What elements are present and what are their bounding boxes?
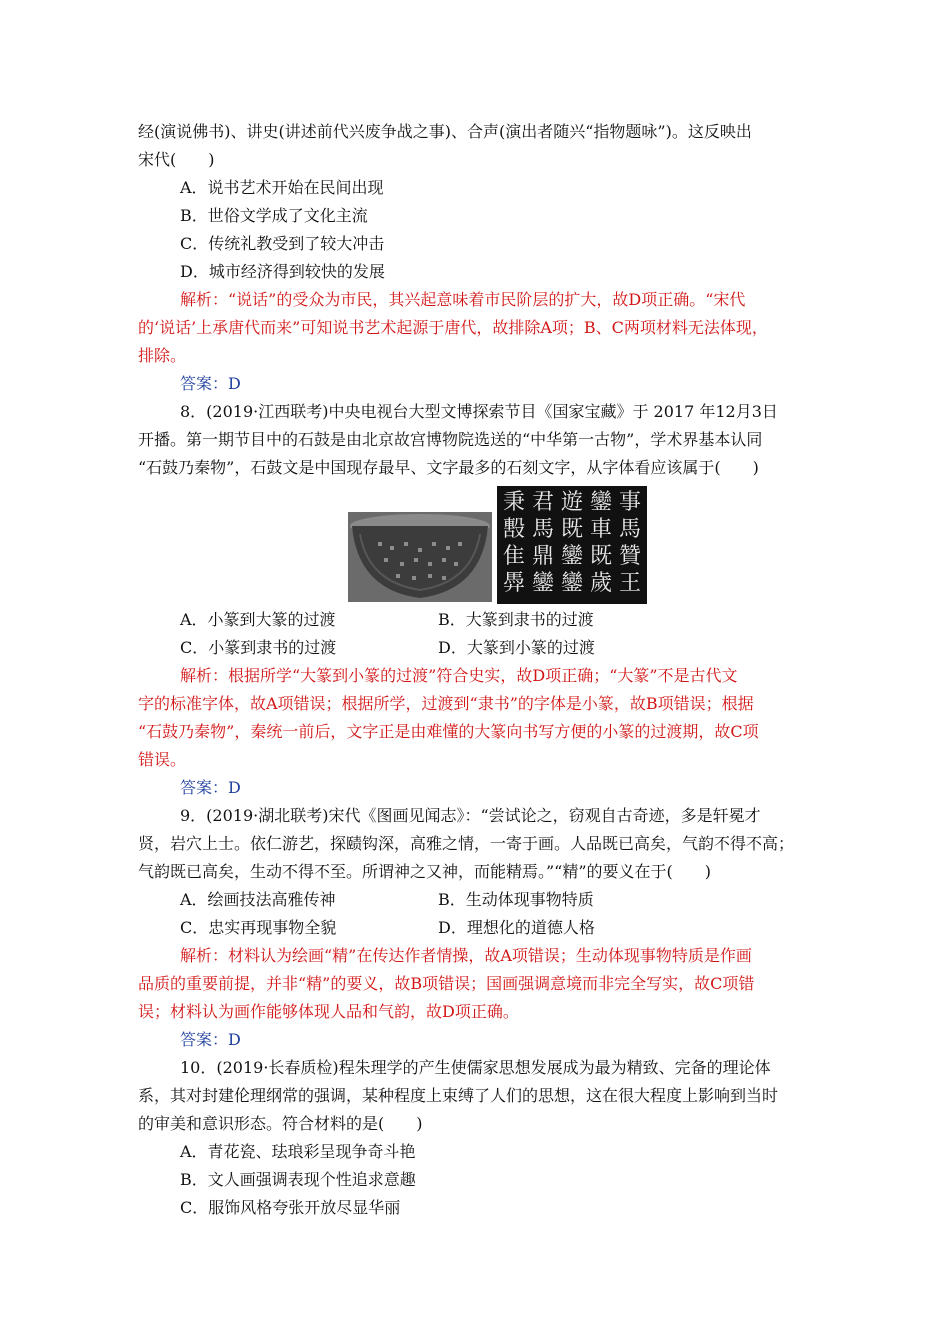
q8-option-c: C．小篆到隶书的过渡: [180, 638, 337, 657]
q9-options-row-1: [180, 890, 820, 910]
q9-stem-line-3: 气韵既已高矣，生动不得不至。所谓神之又神，而能精焉。”“精”的要义在于( ): [138, 862, 712, 881]
q9-explanation-line-2: 品质的重要前提，并非“精”的要义，故B项错误；国画强调意境而非完全写实，故C项错: [138, 974, 755, 993]
q8-option-a: A．小篆到大篆的过渡: [180, 610, 336, 629]
q10-option-c: C．服饰风格夸张开放尽显华丽: [180, 1198, 401, 1217]
q8-answer: 答案：D: [180, 778, 241, 797]
q8-stem-line-1: 8．(2019·江西联考)中央电视台大型文博探索节目《国家宝藏》于 2017 年12月3日: [180, 402, 778, 421]
q7-option-a: A．说书艺术开始在民间出现: [180, 178, 384, 197]
rubbing-char: 贊: [618, 544, 641, 569]
rubbing-char: 既: [560, 517, 583, 542]
q9-option-a: A．绘画技法高雅传神: [180, 890, 336, 909]
q10-stem-line-2: 系，其对封建伦理纲常的强调，某种程度上束缚了人们的思想，这在很大程度上影响到当时: [138, 1086, 779, 1105]
q9-stem-line-2: 贤，岩穴上士。依仁游艺，探赜钩深，高雅之情，一寄于画。人品既已高矣，气韵不得不高；: [138, 834, 795, 853]
rubbing-char: 鑾: [531, 571, 554, 596]
q9-option-d: D．理想化的道德人格: [438, 918, 595, 937]
rubbing-char: 鑾: [589, 490, 612, 515]
q7-explanation-line-1: 解析：“说话”的受众为市民，其兴起意味着市民阶层的扩大，故D项正确。“宋代: [180, 290, 746, 309]
rubbing-char: 秉: [502, 490, 525, 515]
stone-drum-rubbing: [497, 486, 647, 604]
q8-explanation-line-3: “石鼓乃秦物”，秦统一前后，文字正是由难懂的大篆向书写方便的小篆的过渡期，故C项: [138, 722, 759, 741]
rubbing-char: 鑾: [560, 544, 583, 569]
q8-options-row-2: [180, 638, 820, 658]
q9-options-row-2: [180, 918, 820, 938]
q8-explanation-line-4: 错误。: [138, 750, 187, 769]
rubbing-char: 王: [618, 571, 641, 596]
q9-stem-line-1: 9．(2019·湖北联考)宋代《图画见闻志》：“尝试论之，窃观自古奇迹，多是轩冕才: [180, 806, 761, 825]
q9-explanation-line-3: 误；材料认为画作能够体现人品和气韵，故D项正确。: [138, 1002, 519, 1021]
rubbing-char: 毄: [502, 517, 525, 542]
q8-stem-line-3: “石鼓乃秦物”，石鼓文是中国现存最早、文字最多的石刻文字，从字体看应该属于( ): [138, 458, 759, 477]
q8-options-row-1: [180, 610, 820, 630]
q8-option-d: D．大篆到小篆的过渡: [438, 638, 595, 657]
q9-answer: 答案：D: [180, 1030, 241, 1049]
q7-option-c: C．传统礼教受到了较大冲击: [180, 234, 385, 253]
rubbing-char: 馬: [531, 517, 554, 542]
rubbing-char: 車: [589, 517, 612, 542]
q10-option-b: B．文人画强调表现个性追求意趣: [180, 1170, 416, 1189]
q7-option-b: B．世俗文学成了文化主流: [180, 206, 368, 225]
q10-option-a: A．青花瓷、珐琅彩呈现争奇斗艳: [180, 1142, 416, 1161]
rubbing-column-5: [615, 490, 645, 600]
q9-explanation-line-1: 解析：材料认为绘画“精”在传达作者情操，故A项错误；生动体现事物特质是作画: [180, 946, 752, 965]
rubbing-column-3: [557, 490, 587, 600]
rubbing-char: 隹: [502, 544, 525, 569]
q7-answer: 答案：D: [180, 374, 241, 393]
q8-stem-line-2: 开播。第一期节目中的石鼓是由北京故宫博物院选送的“中华第一古物”，学术界基本认同: [138, 430, 763, 449]
rubbing-column-4: [586, 490, 616, 600]
rubbing-char: 遊: [560, 490, 583, 515]
q10-stem-line-3: 的审美和意识形态。符合材料的是( ): [138, 1114, 423, 1133]
q7-explanation-line-2: 的‘说话’上承唐代而来”可知说书艺术起源于唐代，故排除A项；B、C两项材料无法体现，: [138, 318, 768, 337]
rubbing-column-2: [528, 490, 558, 600]
rubbing-char: 君: [531, 490, 554, 515]
q7-option-d: D．城市经济得到较快的发展: [180, 262, 385, 281]
q8-option-b: B．大篆到隶书的过渡: [438, 610, 594, 629]
stone-drum-photo: [348, 512, 492, 602]
rubbing-char: 事: [618, 490, 641, 515]
stone-drum-drawing: [348, 512, 492, 602]
rubbing-char: 馬: [618, 517, 641, 542]
q8-explanation-line-2: 字的标准字体，故A项错误；根据所学，过渡到“隶书”的字体是小篆，故B项错误；根据: [138, 694, 754, 713]
q7-stem-line-2: 宋代( ): [138, 150, 215, 169]
q9-option-c: C．忠实再现事物全貌: [180, 918, 337, 937]
rubbing-char: 鑾: [560, 571, 583, 596]
q10-stem-line-1: 10．(2019·长春质检)程朱理学的产生使儒家思想发展成为最为精致、完备的理论体: [180, 1058, 771, 1077]
rubbing-char: 歲: [589, 571, 612, 596]
q8-explanation-line-1: 解析：根据所学“大篆到小篆的过渡”符合史实，故D项正确；“大篆”不是古代文: [180, 666, 738, 685]
rubbing-char: 馵: [502, 571, 525, 596]
q7-stem-line-1: 经(演说佛书)、讲史(讲述前代兴废争战之事)、合声(演出者随兴“指物题咏”)。这反映出: [138, 122, 752, 141]
rubbing-char: 鼎: [531, 544, 554, 569]
rubbing-char: 既: [589, 544, 612, 569]
rubbing-column-1: [499, 490, 529, 600]
q9-option-b: B．生动体现事物特质: [438, 890, 594, 909]
q7-explanation-line-3: 排除。: [138, 346, 187, 365]
